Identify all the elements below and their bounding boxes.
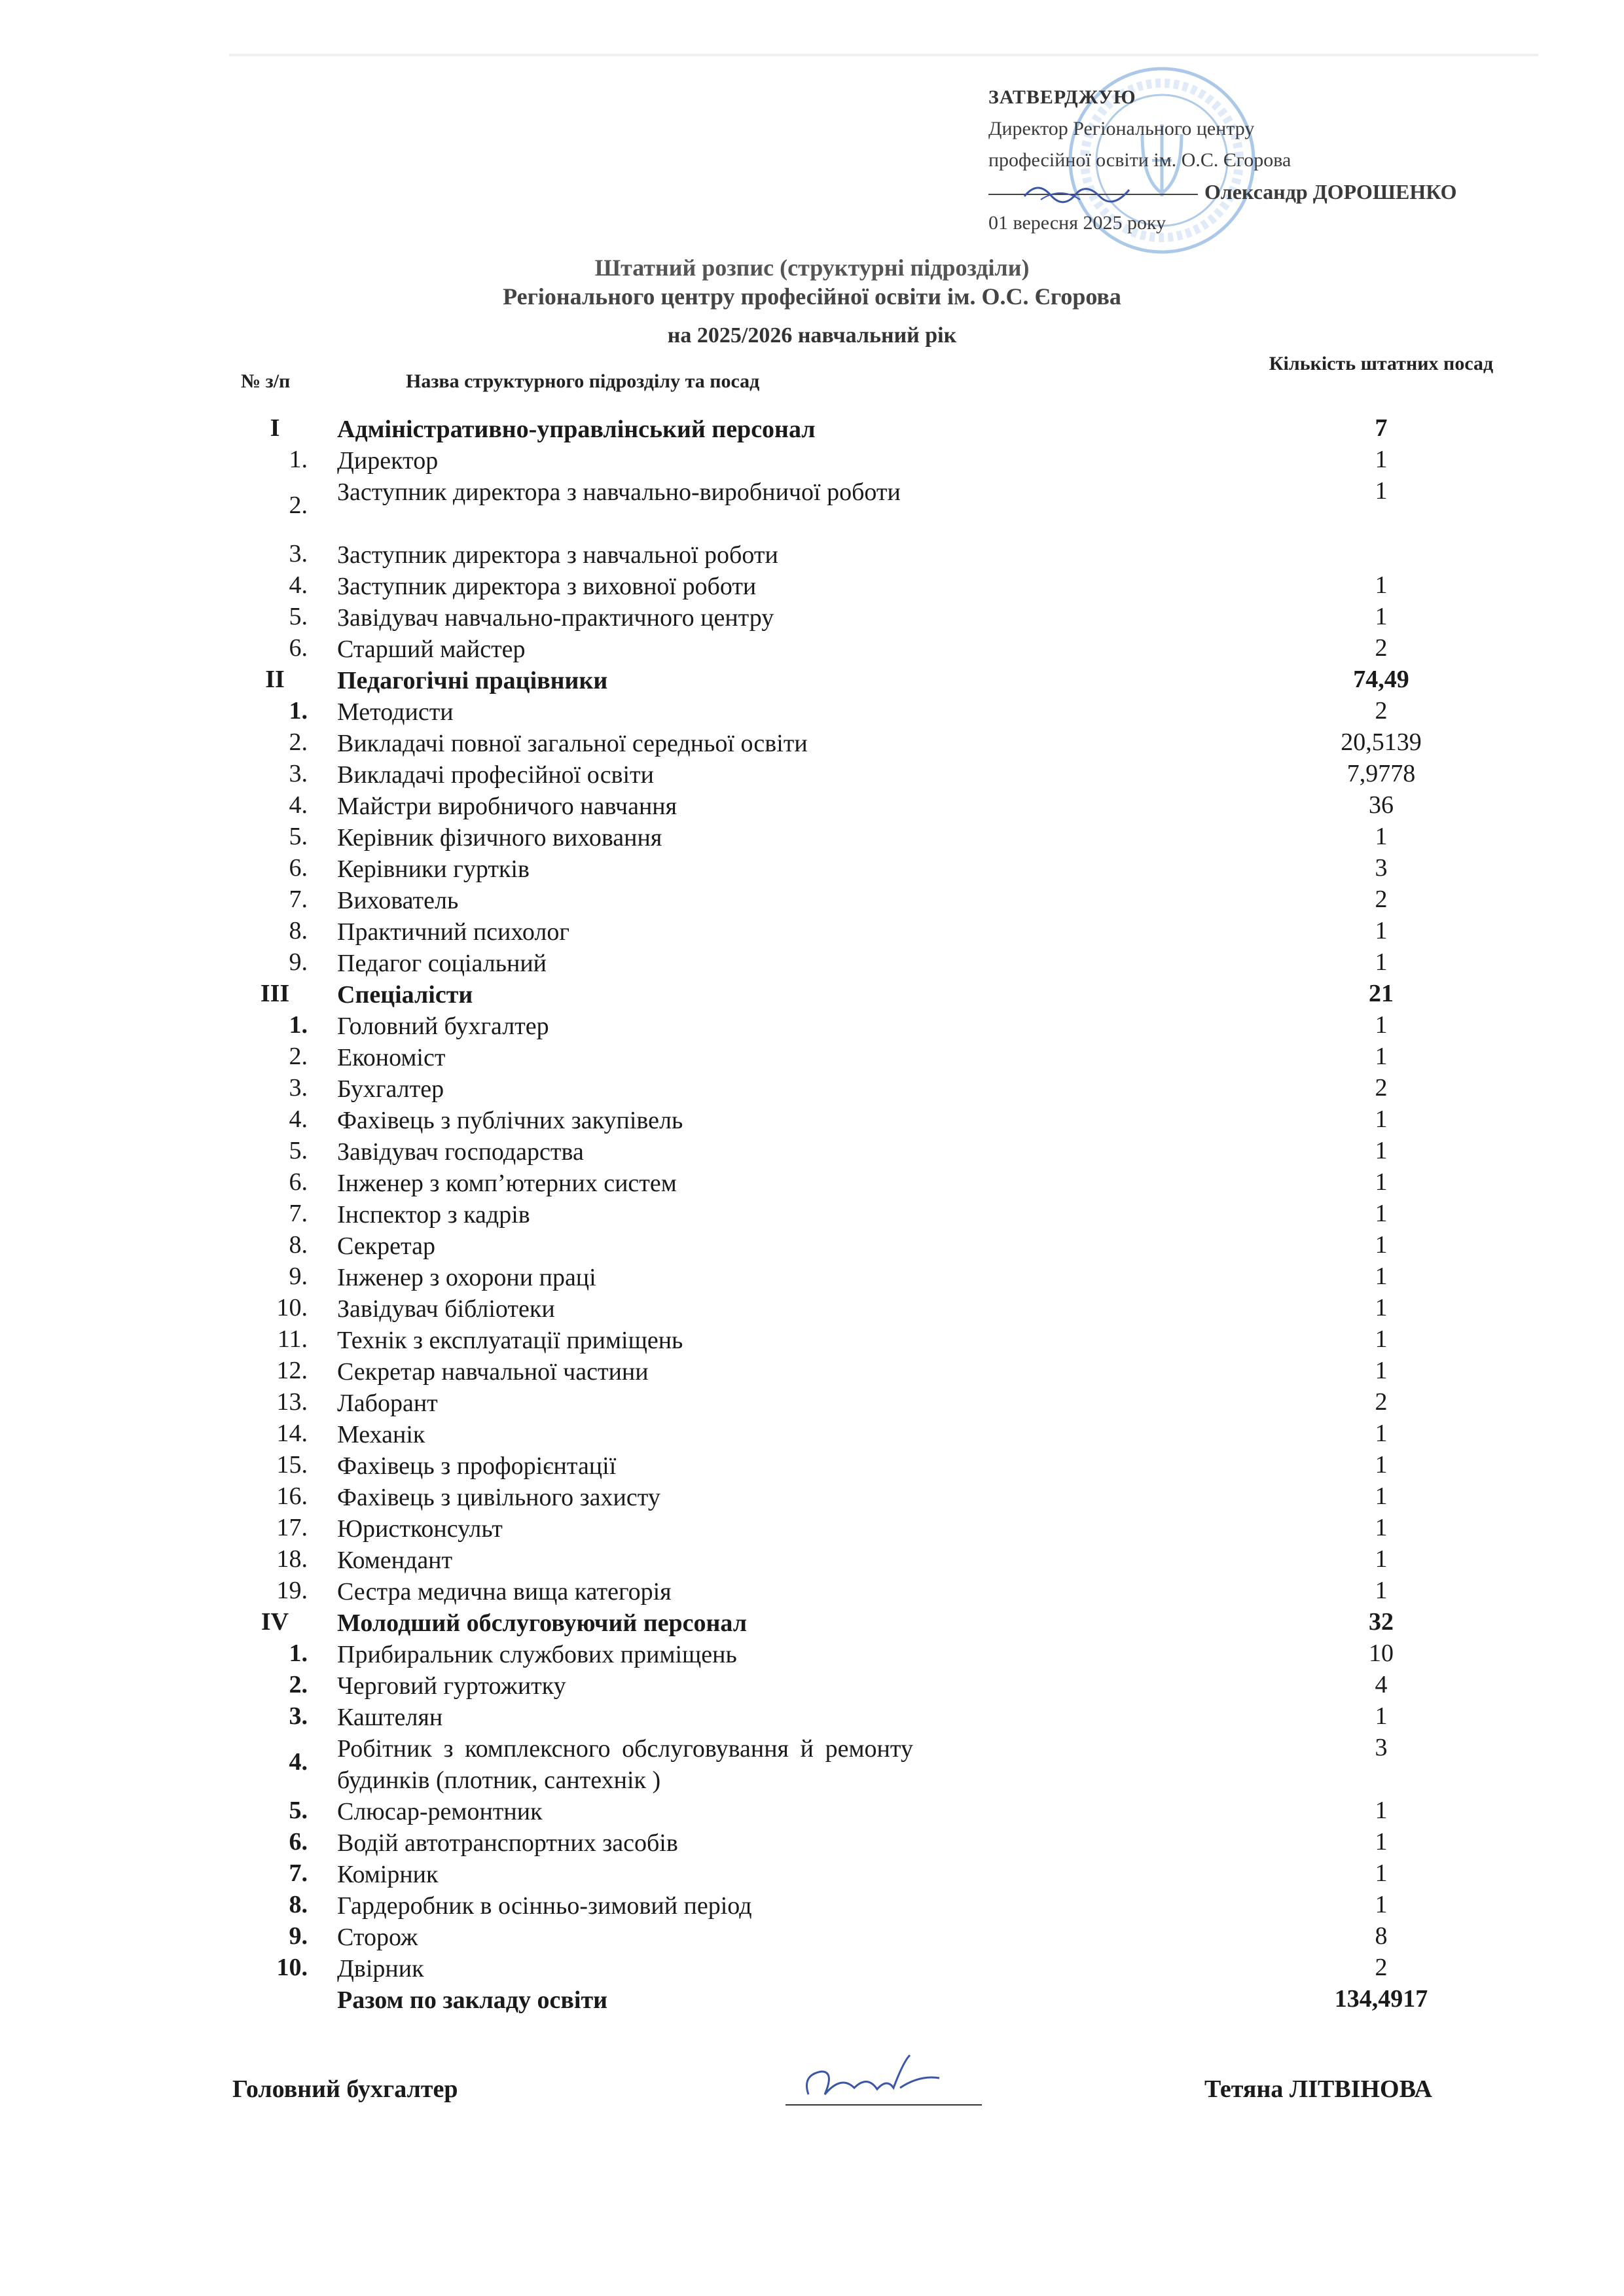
row-name: Викладачі повної загальної середньої освіти bbox=[337, 730, 808, 757]
row-number: 19. bbox=[276, 1577, 308, 1604]
table-row bbox=[0, 1511, 1624, 1542]
row-count: 2 bbox=[1375, 634, 1388, 662]
row-count: 1 bbox=[1375, 1137, 1388, 1164]
row-number: 1. bbox=[289, 1011, 308, 1039]
table-row bbox=[0, 945, 1624, 977]
row-count: 21 bbox=[1369, 980, 1394, 1007]
row-name: Заступник директора з навчально-виробничої роботи bbox=[337, 478, 901, 506]
table-row bbox=[0, 1322, 1624, 1354]
row-number: IV bbox=[261, 1608, 289, 1636]
row-count: 1 bbox=[1375, 1294, 1388, 1321]
row-count: 1 bbox=[1375, 1702, 1388, 1730]
row-name: Секретар bbox=[337, 1232, 435, 1260]
table-row bbox=[0, 757, 1624, 788]
table-row bbox=[0, 474, 1624, 537]
row-number: 14. bbox=[276, 1420, 308, 1447]
row-count: 20,5139 bbox=[1341, 728, 1422, 756]
row-name: Механік bbox=[337, 1421, 425, 1448]
row-number: 7. bbox=[289, 886, 308, 913]
total-row bbox=[0, 1982, 1624, 2013]
row-name: Фахівець з профорієнтації bbox=[337, 1452, 617, 1480]
section-row bbox=[0, 411, 1624, 442]
row-count: 1 bbox=[1375, 1828, 1388, 1856]
row-number: 4. bbox=[289, 1105, 308, 1133]
table-row bbox=[0, 442, 1624, 474]
row-name: Вихователь bbox=[337, 887, 459, 914]
row-number: 10. bbox=[276, 1294, 308, 1321]
row-number: 3. bbox=[289, 1702, 308, 1730]
row-count: 3 bbox=[1375, 854, 1388, 882]
row-number: 2. bbox=[289, 728, 308, 756]
row-name: Робітник з комплексного обслуговування й ремонту будинків (плотник, сантехнік ) bbox=[337, 1735, 913, 1794]
row-count: 1 bbox=[1375, 1043, 1388, 1070]
row-count: 1 bbox=[1375, 948, 1388, 976]
approval-date: 01 вересня 2025 року bbox=[988, 212, 1166, 234]
row-number: III bbox=[260, 980, 290, 1007]
row-number: 6. bbox=[289, 1168, 308, 1196]
row-name: Комендант bbox=[337, 1547, 453, 1574]
table-row bbox=[0, 1699, 1624, 1731]
table-row bbox=[0, 1448, 1624, 1479]
row-count: 1 bbox=[1375, 1797, 1388, 1824]
row-number: 11. bbox=[277, 1325, 308, 1353]
row-count: 1 bbox=[1375, 1200, 1388, 1227]
row-name: Технік з експлуатації приміщень bbox=[337, 1327, 683, 1354]
row-count: 1 bbox=[1375, 1891, 1388, 1918]
row-name: Викладачі професійної освіти bbox=[337, 761, 654, 789]
approval-signer: Олександр ДОРОШЕНКО bbox=[1204, 180, 1457, 204]
row-name: Заступник директора з виховної роботи bbox=[337, 573, 757, 600]
row-count: 10 bbox=[1369, 1640, 1394, 1667]
row-name: Водій автотранспортних засобів bbox=[337, 1829, 678, 1857]
row-number: 17. bbox=[276, 1514, 308, 1541]
table-row bbox=[0, 1165, 1624, 1196]
table-row bbox=[0, 725, 1624, 757]
row-number: 15. bbox=[276, 1451, 308, 1479]
row-name: Інспектор з кадрів bbox=[337, 1201, 530, 1229]
row-name: Методисти bbox=[337, 698, 454, 726]
row-number: 6. bbox=[289, 1828, 308, 1856]
table-row bbox=[0, 631, 1624, 662]
row-name: Спеціалісти bbox=[337, 981, 473, 1009]
staff-table bbox=[0, 411, 1624, 2013]
table-row bbox=[0, 1888, 1624, 1919]
table-row bbox=[0, 1636, 1624, 1668]
row-name: Головний бухгалтер bbox=[337, 1013, 549, 1040]
scan-edge-line bbox=[229, 54, 1538, 56]
row-count: 1 bbox=[1375, 1231, 1388, 1259]
table-row bbox=[0, 788, 1624, 819]
row-name: Юристконсульт bbox=[337, 1515, 503, 1543]
row-number: 3. bbox=[289, 1074, 308, 1102]
row-count: 1 bbox=[1375, 1357, 1388, 1384]
row-count: 2 bbox=[1375, 1074, 1388, 1102]
row-count: 1 bbox=[1375, 823, 1388, 850]
document-title-line-1: Штатний розпис (структурні підрозділи) bbox=[594, 255, 1030, 281]
table-row bbox=[0, 1416, 1624, 1448]
row-name: Двірник bbox=[337, 1955, 424, 1982]
row-name: Старший майстер bbox=[337, 636, 526, 663]
table-row bbox=[0, 1008, 1624, 1039]
row-number: 9. bbox=[289, 1263, 308, 1290]
accountant-signature bbox=[795, 2049, 952, 2114]
table-row bbox=[0, 1573, 1624, 1605]
table-row bbox=[0, 1291, 1624, 1322]
row-name: Заступник директора з навчальної роботи bbox=[337, 541, 778, 569]
row-count: 1 bbox=[1375, 446, 1388, 473]
row-number: I bbox=[270, 414, 280, 442]
row-number: 1. bbox=[289, 697, 308, 725]
row-number: 3. bbox=[289, 760, 308, 787]
approval-title: ЗАТВЕРДЖУЮ bbox=[988, 86, 1136, 108]
row-number: 13. bbox=[276, 1388, 308, 1416]
row-count: 134,4917 bbox=[1334, 1985, 1428, 2013]
table-row bbox=[0, 1479, 1624, 1511]
row-name: Фахівець з цивільного захисту bbox=[337, 1484, 660, 1511]
table-row bbox=[0, 1731, 1624, 1793]
section-row bbox=[0, 977, 1624, 1008]
row-count: 1 bbox=[1375, 1263, 1388, 1290]
row-count: 1 bbox=[1375, 1577, 1388, 1604]
table-row bbox=[0, 1354, 1624, 1385]
row-count: 3 bbox=[1375, 1734, 1388, 1761]
row-count: 1 bbox=[1375, 1011, 1388, 1039]
row-number: 2. bbox=[289, 1671, 308, 1698]
row-number: 5. bbox=[289, 1797, 308, 1824]
document-title-line-3: на 2025/2026 навчальний рік bbox=[667, 323, 957, 348]
row-name: Сестра медична вища категорія bbox=[337, 1578, 672, 1605]
row-count: 8 bbox=[1375, 1922, 1388, 1950]
table-row bbox=[0, 1102, 1624, 1134]
section-row bbox=[0, 1605, 1624, 1636]
header-number: № з/п bbox=[241, 370, 291, 392]
row-count: 1 bbox=[1375, 917, 1388, 944]
table-row bbox=[0, 537, 1624, 568]
row-name: Адміністративно-управлінський персонал bbox=[337, 416, 816, 443]
footer-signer: Тетяна ЛІТВІНОВА bbox=[1204, 2075, 1432, 2103]
row-name: Разом по закладу освіти bbox=[337, 1986, 608, 2014]
table-row bbox=[0, 1071, 1624, 1102]
table-row bbox=[0, 1259, 1624, 1291]
table-row bbox=[0, 568, 1624, 600]
row-number: 6. bbox=[289, 634, 308, 662]
row-number: 8. bbox=[289, 1891, 308, 1918]
row-number: 3. bbox=[289, 540, 308, 567]
row-number: 9. bbox=[289, 1922, 308, 1950]
row-number: 7. bbox=[289, 1859, 308, 1887]
table-row bbox=[0, 914, 1624, 945]
row-name: Практичний психолог bbox=[337, 918, 569, 946]
row-count: 74,49 bbox=[1353, 666, 1409, 693]
table-row bbox=[0, 1385, 1624, 1416]
row-count: 1 bbox=[1375, 1325, 1388, 1353]
row-name: Лаборант bbox=[337, 1390, 438, 1417]
table-row bbox=[0, 1950, 1624, 1982]
approval-line-1: Директор Регіонального центру bbox=[988, 118, 1255, 139]
row-number: 5. bbox=[289, 1137, 308, 1164]
row-number: 7. bbox=[289, 1200, 308, 1227]
row-count: 1 bbox=[1375, 1482, 1388, 1510]
row-number: 4. bbox=[289, 1748, 308, 1776]
table-row bbox=[0, 1825, 1624, 1856]
approval-block bbox=[988, 82, 1457, 239]
table-row bbox=[0, 1668, 1624, 1699]
row-name: Економіст bbox=[337, 1044, 446, 1071]
row-count: 1 bbox=[1375, 1105, 1388, 1133]
table-row bbox=[0, 819, 1624, 851]
header-count: Кількість штатних посад bbox=[1269, 353, 1494, 374]
row-number: 4. bbox=[289, 571, 308, 599]
row-name: Бухгалтер bbox=[337, 1075, 444, 1103]
table-row bbox=[0, 1793, 1624, 1825]
table-row bbox=[0, 1039, 1624, 1071]
row-name: Фахівець з публічних закупівель bbox=[337, 1107, 683, 1134]
row-number: 9. bbox=[289, 948, 308, 976]
row-count: 1 bbox=[1375, 603, 1388, 630]
row-count: 1 bbox=[1375, 1451, 1388, 1479]
table-row bbox=[0, 600, 1624, 631]
row-name: Майстри виробничого навчання bbox=[337, 793, 677, 820]
row-number: 2. bbox=[289, 1043, 308, 1070]
row-count: 32 bbox=[1369, 1608, 1394, 1636]
approval-line-2: професійної освіти ім. О.С. Єгорова bbox=[988, 149, 1291, 171]
row-name: Слюсар-ремонтник bbox=[337, 1798, 543, 1825]
row-number: 2. bbox=[289, 492, 308, 519]
row-number: 5. bbox=[289, 823, 308, 850]
table-row bbox=[0, 882, 1624, 914]
row-number: 18. bbox=[276, 1545, 308, 1573]
row-number: 5. bbox=[289, 603, 308, 630]
row-count: 2 bbox=[1375, 1954, 1388, 1981]
row-name: Завідувач навчально-практичного центру bbox=[337, 604, 774, 632]
table-row bbox=[0, 1228, 1624, 1259]
row-number: 1. bbox=[289, 446, 308, 473]
header-name: Назва структурного підрозділу та посад bbox=[406, 370, 760, 392]
row-count: 36 bbox=[1369, 791, 1394, 819]
table-row bbox=[0, 694, 1624, 725]
row-number: 12. bbox=[276, 1357, 308, 1384]
row-number: 1. bbox=[289, 1640, 308, 1667]
row-name: Інженер з охорони праці bbox=[337, 1264, 596, 1291]
row-number: 6. bbox=[289, 854, 308, 882]
row-count: 2 bbox=[1375, 1388, 1388, 1416]
row-name: Педагогічні працівники bbox=[337, 667, 608, 694]
row-name: Комірник bbox=[337, 1861, 439, 1888]
row-name: Педагог соціальний bbox=[337, 950, 547, 977]
row-count: 1 bbox=[1375, 571, 1388, 599]
row-count: 7 bbox=[1375, 414, 1388, 442]
row-name: Керівники гуртків bbox=[337, 855, 530, 883]
row-name: Молодший обслуговуючий персонал bbox=[337, 1609, 748, 1637]
row-name: Гардеробник в осінньо-зимовий період bbox=[337, 1892, 752, 1920]
row-number: 10. bbox=[276, 1954, 308, 1981]
table-row bbox=[0, 1134, 1624, 1165]
row-number: 8. bbox=[289, 917, 308, 944]
row-count: 1 bbox=[1375, 477, 1388, 505]
row-name: Черговий гуртожитку bbox=[337, 1672, 566, 1700]
document-title-line-2: Регіонального центру професійної освіти ім. О.С. Єгорова bbox=[503, 283, 1121, 310]
row-count: 4 bbox=[1375, 1671, 1388, 1698]
row-name: Інженер з комп’ютерних систем bbox=[337, 1170, 677, 1197]
table-row bbox=[0, 1196, 1624, 1228]
row-name: Керівник фізичного виховання bbox=[337, 824, 662, 852]
table-row bbox=[0, 851, 1624, 882]
row-count: 1 bbox=[1375, 1545, 1388, 1573]
table-row bbox=[0, 1542, 1624, 1573]
footer-position: Головний бухгалтер bbox=[232, 2075, 458, 2103]
row-name: Завідувач бібліотеки bbox=[337, 1295, 555, 1323]
row-name: Завідувач господарства bbox=[337, 1138, 584, 1166]
row-count: 1 bbox=[1375, 1859, 1388, 1887]
row-count: 1 bbox=[1375, 1168, 1388, 1196]
row-name: Каштелян bbox=[337, 1704, 443, 1731]
row-number: 4. bbox=[289, 791, 308, 819]
row-name: Прибиральник службових приміщень bbox=[337, 1641, 737, 1668]
row-name: Директор bbox=[337, 447, 439, 475]
row-name: Секретар навчальної частини bbox=[337, 1358, 649, 1386]
section-row bbox=[0, 662, 1624, 694]
table-row bbox=[0, 1919, 1624, 1950]
director-signature bbox=[1021, 177, 1132, 209]
row-count: 2 bbox=[1375, 697, 1388, 725]
row-number: 16. bbox=[276, 1482, 308, 1510]
row-name: Сторож bbox=[337, 1924, 418, 1951]
row-number: II bbox=[265, 666, 285, 693]
row-count: 1 bbox=[1375, 1514, 1388, 1541]
table-row bbox=[0, 1856, 1624, 1888]
row-count: 7,9778 bbox=[1346, 760, 1416, 787]
row-count: 1 bbox=[1375, 1420, 1388, 1447]
row-count: 2 bbox=[1375, 886, 1388, 913]
row-number: 8. bbox=[289, 1231, 308, 1259]
